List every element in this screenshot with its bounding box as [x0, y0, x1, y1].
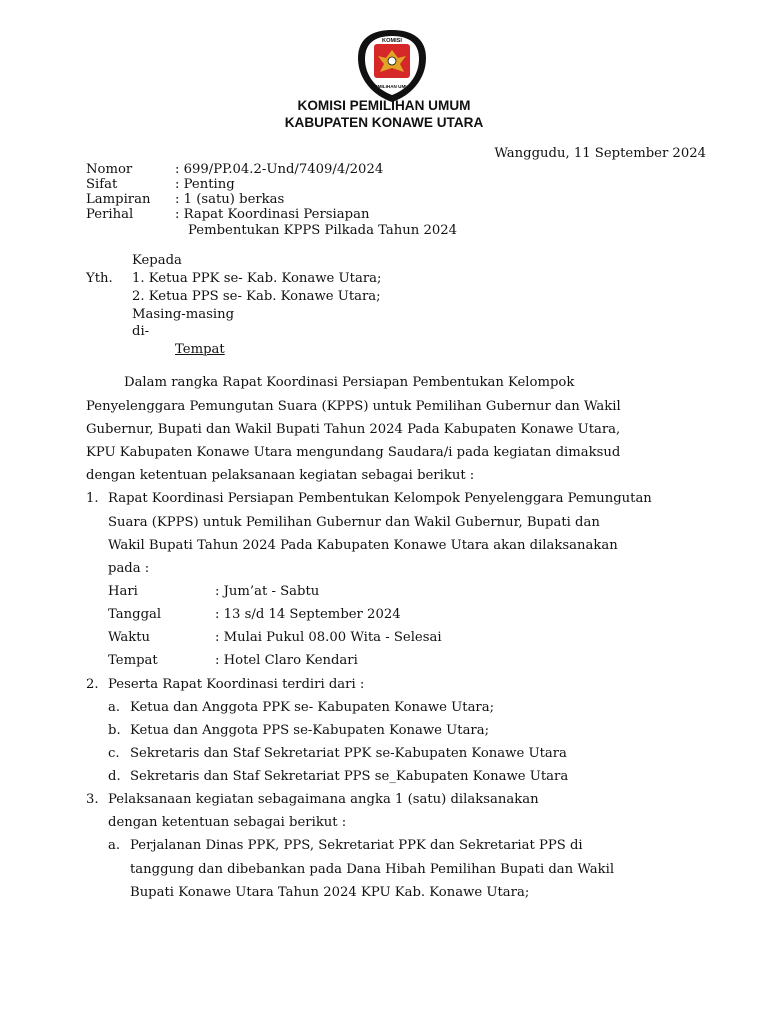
address-di: di-: [132, 324, 150, 339]
point-3-sub-line-3: Bupati Konawe Utara Tahun 2024 KPU Kab. Konawe Utara;: [130, 885, 530, 900]
detail-label-waktu: Waktu: [108, 630, 151, 645]
point-1-number: 1.: [86, 491, 99, 506]
point-2-item-a-letter: a.: [108, 700, 121, 715]
point-3-sub-line-1: Perjalanan Dinas PPK, PPS, Sekretariat PPK dan Sekretariat PPS di: [130, 838, 583, 853]
point-3-sub-line-2: tanggung dan dibebankan pada Dana Hibah Pemilihan Bupati dan Wakil: [130, 862, 615, 877]
point-2-item-c-letter: c.: [108, 746, 120, 761]
point-2-item-c: Sekretaris dan Staf Sekretariat PPK se-Kabupaten Konawe Utara: [130, 746, 567, 761]
address-recipient-2: 2. Ketua PPS se- Kab. Konawe Utara;: [132, 289, 381, 304]
point-2-item-d-letter: d.: [108, 769, 121, 784]
point-2-item-b: Ketua dan Anggota PPS se-Kabupaten Konawe Utara;: [130, 723, 490, 738]
logo-text-top: KOMISI: [382, 38, 402, 44]
detail-value-tempat: : Hotel Claro Kendari: [215, 653, 358, 668]
org-region: KABUPATEN KONAWE UTARA: [284, 115, 484, 130]
meta-value-perihal: : Rapat Koordinasi Persiapan: [175, 207, 370, 222]
meta-label-nomor: Nomor: [86, 162, 133, 177]
intro-line-5: dengan ketentuan pelaksanaan kegiatan sebagai berikut :: [86, 468, 475, 483]
address-tempat: Tempat: [175, 342, 225, 357]
place-date: Wanggudu, 11 September 2024: [494, 146, 706, 161]
detail-label-tanggal: Tanggal: [108, 607, 162, 622]
point-1-line-3: Wakil Bupati Tahun 2024 Pada Kabupaten Konawe Utara akan dilaksanakan: [108, 538, 618, 553]
meta-label-perihal: Perihal: [86, 207, 134, 222]
intro-line-4: KPU Kabupaten Konawe Utara mengundang Saudara/i pada kegiatan dimaksud: [86, 445, 621, 460]
point-1-line-4: pada :: [108, 561, 150, 576]
point-2-item-d: Sekretaris dan Staf Sekretariat PPS se_Kabupaten Konawe Utara: [130, 769, 569, 784]
detail-value-tanggal: : 13 s/d 14 September 2024: [215, 607, 401, 622]
intro-line-1: Dalam rangka Rapat Koordinasi Persiapan Pembentukan Kelompok: [124, 375, 575, 390]
address-kepada: Kepada: [132, 253, 182, 268]
detail-label-tempat: Tempat: [108, 653, 158, 668]
point-2-item-a: Ketua dan Anggota PPK se- Kabupaten Konawe Utara;: [130, 700, 495, 715]
point-3-number: 3.: [86, 792, 99, 807]
point-1-line-2: Suara (KPPS) untuk Pemilihan Gubernur dan Wakil Gubernur, Bupati dan: [108, 515, 600, 530]
address-yth: Yth.: [86, 271, 113, 286]
point-2-text: Peserta Rapat Koordinasi terdiri dari :: [108, 677, 365, 692]
detail-value-hari: : Jum’at - Sabtu: [215, 584, 320, 599]
intro-line-2: Penyelenggara Pemungutan Suara (KPPS) untuk Pemilihan Gubernur dan Wakil: [86, 399, 621, 414]
point-2-number: 2.: [86, 677, 99, 692]
org-name: KOMISI PEMILIHAN UMUM: [297, 98, 471, 113]
logo-text-bottom: PEMILIHAN UMUM: [371, 84, 413, 89]
meta-label-sifat: Sifat: [86, 177, 118, 192]
address-recipient-1: 1. Ketua PPK se- Kab. Konawe Utara;: [132, 271, 382, 286]
meta-label-lampiran: Lampiran: [86, 192, 151, 207]
meta-perihal-cont: Pembentukan KPPS Pilkada Tahun 2024: [188, 223, 458, 238]
address-masing: Masing-masing: [132, 307, 235, 322]
meta-value-lampiran: : 1 (satu) berkas: [175, 192, 285, 207]
point-3-sub-letter: a.: [108, 838, 121, 853]
meta-value-sifat: : Penting: [175, 177, 235, 192]
detail-value-waktu: : Mulai Pukul 08.00 Wita - Selesai: [215, 630, 442, 645]
intro-line-3: Gubernur, Bupati dan Wakil Bupati Tahun 2024 Pada Kabupaten Konawe Utara,: [86, 422, 621, 437]
point-2-item-b-letter: b.: [108, 723, 121, 738]
kpu-logo: [356, 28, 428, 104]
point-3-line-1: Pelaksanaan kegiatan sebagaimana angka 1 (satu) dilaksanakan: [108, 792, 539, 807]
point-1-line-1: Rapat Koordinasi Persiapan Pembentukan Kelompok Penyelenggara Pemungutan: [108, 491, 652, 506]
meta-value-nomor: : 699/PP.04.2-Und/7409/4/2024: [175, 162, 384, 177]
detail-label-hari: Hari: [108, 584, 138, 599]
point-3-line-2: dengan ketentuan sebagai berikut :: [108, 815, 347, 830]
